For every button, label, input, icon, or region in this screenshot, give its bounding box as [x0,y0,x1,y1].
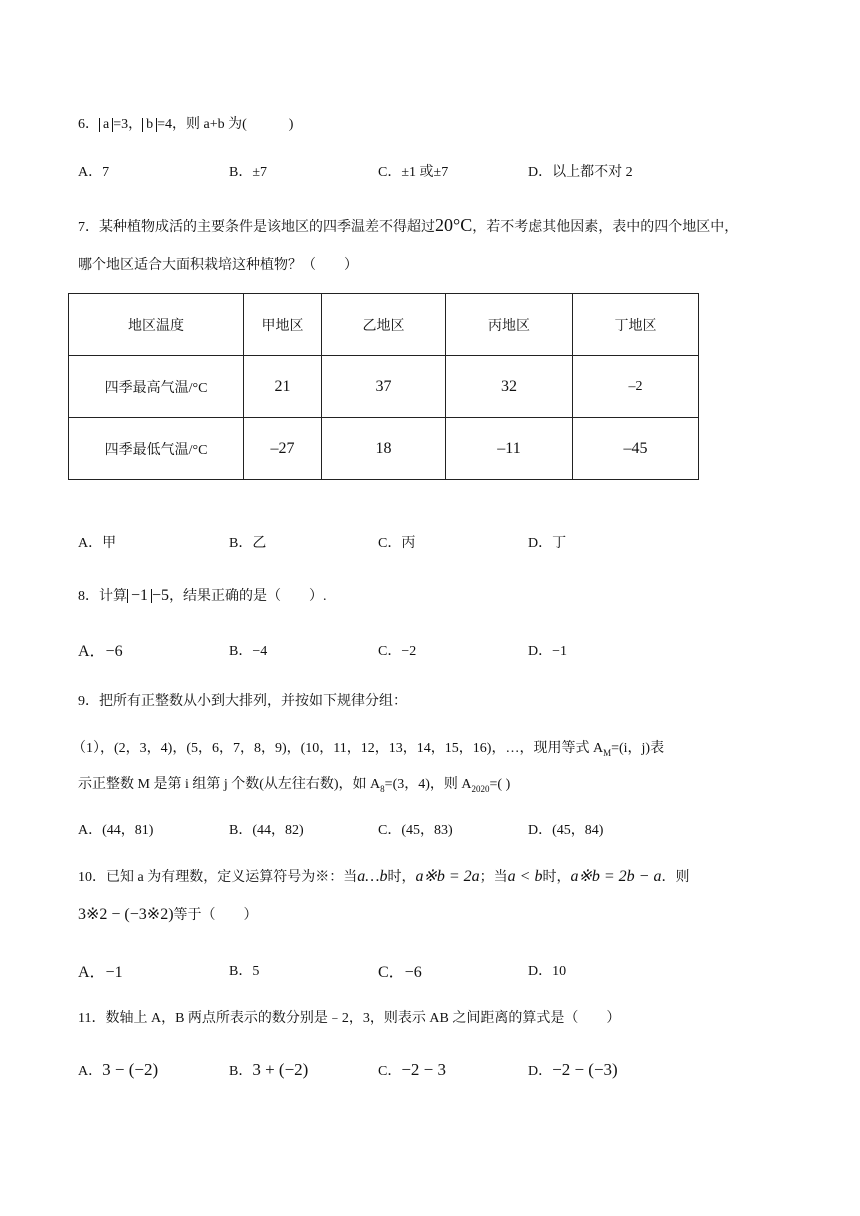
q10-option-b: B．5 [229,964,260,979]
q10-text-e: ．则 [661,870,690,885]
table-cell: 四季最高气温/°C [69,356,244,418]
q9-text-a: （1），(2，3，4)，(5，6，7，8，9)，(10，11，12，13，14，15，16)，…，现用等式 A [72,741,604,756]
option-expr: −2 − (−3) [552,1060,618,1079]
table-header-row [69,294,699,356]
q6-option-b: B．±7 [229,165,268,180]
table-row [69,356,699,418]
q6-abs-b: b [142,118,157,132]
q10-text-f: 等于（ ） [173,908,258,923]
q8-option-d: D．−1 [528,644,568,659]
q11-option-a [78,1060,158,1080]
q10-option-c: C．−6 [378,964,422,981]
table-cell: –27 [244,418,322,480]
q7-text-b: ，若不考虑其他因素，表中的四个地区中， [472,220,739,235]
q7-text-a: 7．某种植物成活的主要条件是该地区的四季温差不得超过 [78,220,435,235]
table-header-cell: 地区温度 [69,294,244,356]
q10-text-a: 10．已知 a 为有理数，定义运算符号为※：当 [78,870,358,885]
q10-text-b: 时， [387,870,416,885]
table-cell: 32 [446,356,573,418]
q6-option-c: C．±1 或±7 [378,165,449,180]
q8-stem [78,585,327,605]
q7-option-a: A．甲 [78,536,117,551]
q7-stem-line2: 哪个地区适合大面积栽培这种植物？（ ） [78,258,358,273]
q10-stem-line2 [78,904,258,924]
q6-stem [78,113,293,133]
table-cell: 37 [322,356,446,418]
q10-text-d: 时， [542,870,571,885]
q10-text-c: ；当 [479,870,508,885]
q8-abs: −1 [127,589,152,603]
q10-cond1: a…b [357,868,388,885]
q6-number: 6． [78,117,99,132]
q9-text-b: =(i，j)表 [611,741,665,756]
q8-option-c: C．−2 [378,644,417,659]
q8-suffix: ，结果正确的是（ ）. [169,589,327,604]
q7-option-c: C．丙 [378,536,416,551]
table-cell: –45 [573,418,699,480]
q9-option-d: D．(45，84) [528,823,604,838]
option-expr: 3 + (−2) [252,1060,309,1079]
q10-rule1: a※b = 2a [415,868,480,885]
q9-text-e: =( ) [489,777,511,792]
q9-text-c: 示正整数 M 是第 i 组第 j 个数(从左往右数)，如 A [78,777,381,792]
q10-stem-line1 [78,866,689,886]
q11-option-b [229,1060,308,1080]
q10-option-d: D．10 [528,964,567,979]
q7-option-b: B．乙 [229,536,267,551]
q7-stem-line1 [78,215,738,236]
q7-option-d: D．丁 [528,536,567,551]
table-cell: 四季最低气温/°C [69,418,244,480]
q10-cond2: a < b [507,868,543,885]
option-label: A． [78,1064,103,1079]
table-cell: 21 [244,356,322,418]
option-expr: 3 − (−2) [102,1060,159,1079]
q8-option-b: B．−4 [229,644,268,659]
table-row [69,418,699,480]
table-cell: 18 [322,418,446,480]
table-cell: –2 [573,356,699,418]
q8-option-a: A．−6 [78,643,123,660]
q9-sub-8: 8 [380,783,385,794]
option-label: B． [229,1064,253,1079]
q10-rule2: a※b = 2b − a [570,868,662,885]
q9-sub-2020: 2020 [471,783,490,794]
q11-stem: 11．数轴上 A，B 两点所表示的数分别是﹣2，3，则表示 AB 之间距离的算式是（ ） [78,1011,621,1026]
option-label: D． [528,1064,553,1079]
q9-sub-m: M [603,747,612,758]
q6-eq1: =3， [113,117,143,132]
table-header-cell: 甲地区 [244,294,322,356]
q9-stem-line3 [78,773,510,794]
q10-expr: 3※2 − (−3※2) [78,906,174,923]
q8-minus5: −5 [152,587,170,604]
q6-eq2: =4，则 a+b 为( ) [157,117,294,132]
table-header-cell: 乙地区 [322,294,446,356]
q9-option-c: C．(45，83) [378,823,453,838]
q9-stem-line1: 9．把所有正整数从小到大排列，并按如下规律分组： [78,694,407,709]
q11-option-d [528,1060,618,1080]
table-cell: –11 [446,418,573,480]
q10-option-a: A．−1 [78,964,123,981]
q9-option-a: A．(44，81) [78,823,154,838]
option-label: C． [378,1064,402,1079]
table-header-cell: 丁地区 [573,294,699,356]
q6-abs-a: a [99,118,113,132]
q9-text-d: =(3，4)，则 A [384,777,472,792]
q9-stem-line2 [72,737,664,758]
q8-prefix: 8．计算 [78,589,127,604]
q7-temperature-table [68,293,699,480]
q6-option-a: A．7 [78,165,110,180]
q9-option-b: B．(44，82) [229,823,304,838]
q11-option-c [378,1060,446,1080]
q7-temp: 20°C [435,215,473,235]
table-header-cell: 丙地区 [446,294,573,356]
q6-option-d: D．以上都不对 2 [528,165,633,180]
option-expr: −2 − 3 [401,1060,447,1079]
